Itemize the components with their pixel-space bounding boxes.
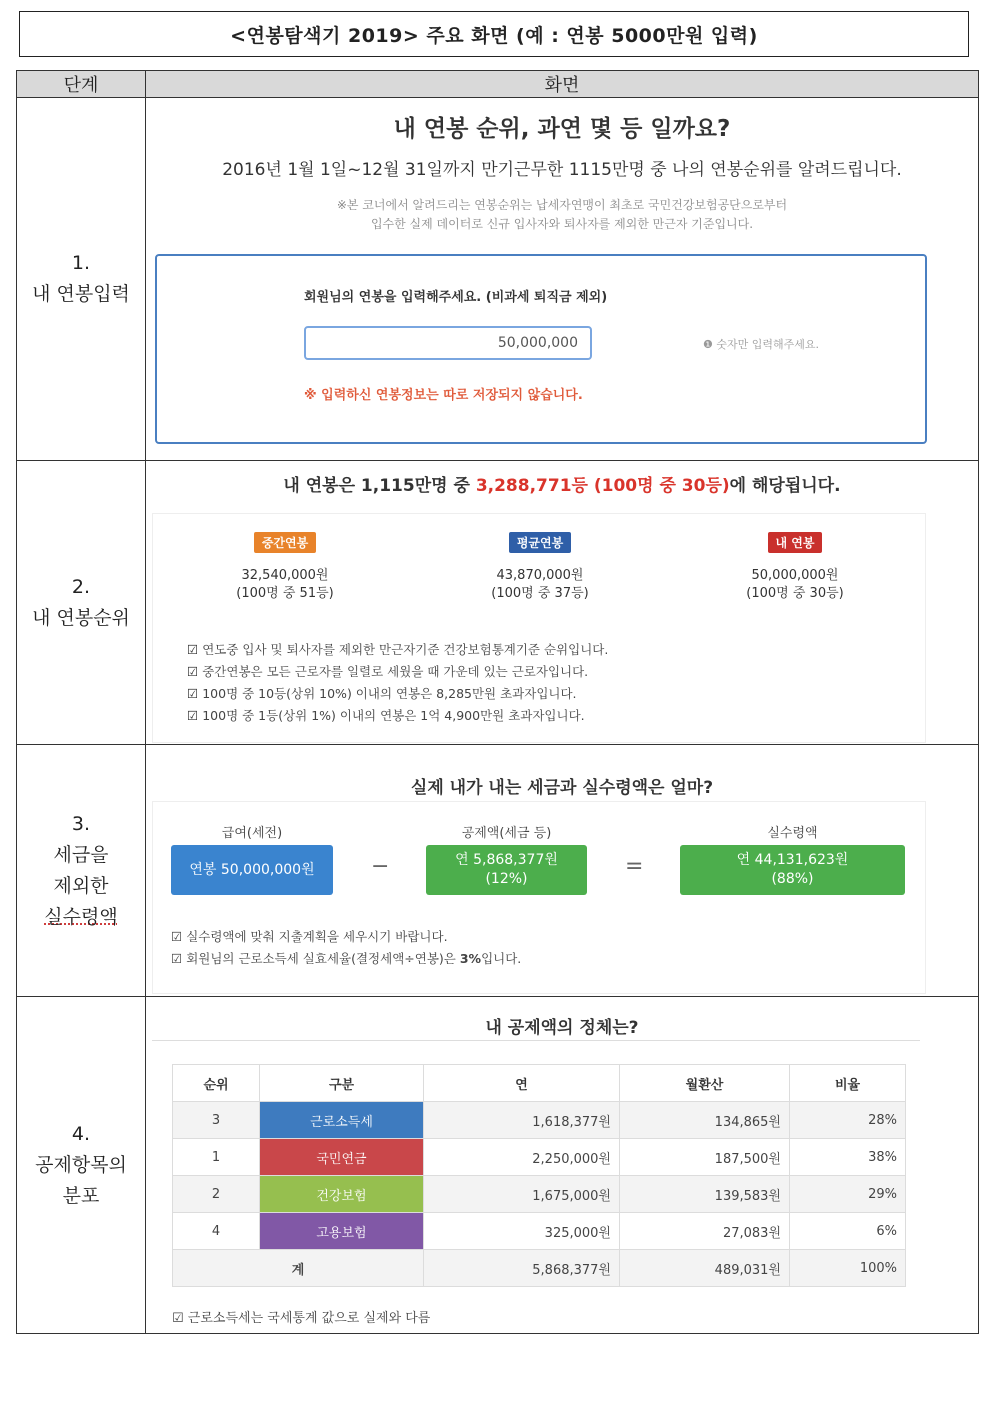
total-pct: 100% — [790, 1250, 906, 1287]
month-cell: 139,583원 — [620, 1176, 790, 1213]
check-text: 중간연봉은 모든 근로자를 일렬로 세웠을 때 가운데 있는 근로자입니다. — [202, 664, 589, 679]
document-title: <연봉탐색기 2019> 주요 화면 (예 : 연봉 5000만원 입력) — [19, 11, 969, 57]
net-pct: (88%) — [771, 871, 814, 887]
input-note — [146, 196, 978, 234]
privacy-warning: ※ 입력하신 연봉정보는 따로 저장되지 않습니다. — [304, 388, 583, 403]
step-label: 분포 — [62, 1184, 100, 1207]
checkbox-icon: ☑ — [171, 929, 187, 944]
check-text: 연도중 입사 및 퇴사자를 제외한 만근자기준 건강보험통계기준 순위입니다. — [202, 642, 609, 657]
year-cell: 2,250,000원 — [424, 1139, 620, 1176]
check-text: 100명 중 1등(상위 1%) 이내의 연봉은 1억 4,900만원 초과자입니다. — [202, 708, 585, 723]
deduction-value: 연 5,868,377원 — [455, 852, 558, 868]
month-cell: 134,865원 — [620, 1102, 790, 1139]
my-salary-value: 50,000,000원 — [751, 568, 839, 583]
step-2 — [17, 461, 146, 745]
rank-cell: 3 — [173, 1102, 260, 1139]
step-label: 공제항목의 — [35, 1153, 127, 1176]
column-header: 월환산 — [620, 1065, 790, 1102]
step-number: 4. — [71, 1122, 91, 1145]
tax-screen — [146, 745, 978, 996]
step-3 — [17, 745, 146, 997]
check-text: 100명 중 10등(상위 10%) 이내의 연봉은 8,285만원 초과자입니다. — [202, 686, 577, 701]
total-label: 계 — [173, 1250, 424, 1287]
table-header-row — [173, 1065, 906, 1102]
input-heading: 내 연봉 순위, 과연 몇 등 일까요? — [393, 116, 731, 142]
rank-check-list — [187, 639, 608, 727]
average-value: 43,870,000원 — [496, 568, 584, 583]
list-item — [171, 948, 521, 970]
table-row — [173, 1213, 906, 1250]
rank-highlight: 3,288,771등 (100명 중 30등) — [475, 476, 730, 496]
total-month: 489,031원 — [620, 1250, 790, 1287]
category-cell: 건강보험 — [260, 1176, 424, 1213]
step-label: 내 연봉순위 — [32, 606, 130, 629]
deduction-footnote — [172, 1307, 430, 1326]
average-salary-col — [440, 532, 640, 603]
input-subheading: 2016년 1월 1일~12월 31일까지 만기근무한 1115만명 중 나의 연봉순위를 알려드립니다. — [222, 160, 902, 180]
header-step: 단계 — [17, 71, 146, 98]
median-rank: (100명 중 51등) — [236, 586, 334, 601]
pct-cell: 6% — [790, 1213, 906, 1250]
deduction-box — [426, 845, 587, 895]
category-cell: 근로소득세 — [260, 1102, 424, 1139]
rank-summary — [146, 461, 978, 496]
salary-input[interactable] — [304, 326, 592, 360]
month-cell: 27,083원 — [620, 1213, 790, 1250]
average-badge: 평균연봉 — [509, 532, 571, 553]
rank-prefix: 내 연봉은 1,115만명 중 — [283, 476, 476, 496]
net-value: 연 44,131,623원 — [736, 852, 849, 868]
step-1 — [17, 98, 146, 461]
rank-cell: 2 — [173, 1176, 260, 1213]
checkbox-icon: ☑ — [171, 951, 187, 966]
salary-hint: ❶ 숫자만 입력해주세요. — [703, 338, 819, 351]
column-header: 비율 — [790, 1065, 906, 1102]
net-box — [680, 845, 905, 895]
step-4 — [17, 997, 146, 1334]
year-cell: 1,618,377원 — [424, 1102, 620, 1139]
checkbox-icon: ☑ — [187, 708, 199, 723]
average-rank: (100명 중 37등) — [491, 586, 589, 601]
note-line: ※본 코너에서 알려드리는 연봉순위는 납세자연맹이 최초로 국민건강보험공단으로부터 — [336, 198, 788, 212]
column-header: 구분 — [260, 1065, 424, 1102]
note-line: 입수한 실제 데이터로 신규 입사자와 퇴사자를 제외한 만근자 기준입니다. — [370, 217, 754, 231]
tax-check-list — [171, 926, 521, 970]
gross-label: 급여(세전) — [221, 826, 283, 841]
rank-cell: 1 — [173, 1139, 260, 1176]
year-cell: 325,000원 — [424, 1213, 620, 1250]
median-badge: 중간연봉 — [254, 532, 316, 553]
my-salary-badge: 내 연봉 — [768, 532, 823, 553]
step-number: 3. — [71, 812, 91, 835]
input-screen — [146, 98, 978, 460]
gross-value: 연봉 50,000,000원 — [189, 861, 315, 878]
checkbox-icon: ☑ — [172, 1311, 188, 1326]
category-cell: 고용보험 — [260, 1213, 424, 1250]
effective-tax-rate: 3% — [459, 951, 482, 966]
deduction-heading: 내 공제액의 정체는? — [485, 1018, 639, 1038]
deduction-pct: (12%) — [485, 871, 528, 887]
step-label: 세금을 — [53, 843, 109, 866]
list-item — [187, 661, 608, 683]
steps-table — [16, 70, 979, 1334]
salary-field-label: 회원님의 연봉을 입력해주세요. (비과세 퇴직금 제외) — [304, 290, 608, 305]
salary-panel — [155, 254, 927, 444]
divider — [152, 1040, 920, 1041]
table-row — [173, 1176, 906, 1213]
pct-cell: 38% — [790, 1139, 906, 1176]
checkbox-icon: ☑ — [187, 686, 199, 701]
header-screen: 화면 — [146, 71, 979, 98]
deduction-screen — [146, 997, 978, 1333]
table-row — [173, 1102, 906, 1139]
tax-calc-panel — [152, 801, 926, 994]
minus-sign: − — [371, 854, 390, 879]
step-number: 2. — [71, 575, 91, 598]
check-text: 실수령액에 맞춰 지출계획을 세우시기 바랍니다. — [186, 929, 448, 944]
checkbox-icon: ☑ — [187, 642, 199, 657]
pct-cell: 29% — [790, 1176, 906, 1213]
month-cell: 187,500원 — [620, 1139, 790, 1176]
list-item — [187, 705, 608, 727]
deduction-label: 공제액(세금 등) — [461, 826, 552, 841]
median-salary-col — [185, 532, 385, 603]
list-item — [187, 639, 608, 661]
check-text: 입니다. — [481, 951, 522, 966]
step-label: 실수령액 — [44, 905, 118, 928]
list-item — [187, 683, 608, 705]
median-value: 32,540,000원 — [241, 568, 329, 583]
equals-sign: = — [625, 854, 644, 879]
check-text: 회원님의 근로소득세 실효세율(결정세액÷연봉)은 — [186, 951, 460, 966]
rank-panel — [152, 513, 926, 743]
deduction-table — [172, 1064, 906, 1287]
my-salary-rank: (100명 중 30등) — [746, 586, 844, 601]
step-label: 제외한 — [53, 874, 109, 897]
total-year: 5,868,377원 — [424, 1250, 620, 1287]
gross-box — [171, 845, 333, 895]
list-item — [171, 926, 521, 948]
rank-suffix: 에 해당됩니다. — [729, 476, 841, 496]
total-row — [173, 1250, 906, 1287]
tax-heading: 실제 내가 내는 세금과 실수령액은 얼마? — [410, 778, 714, 798]
step-number: 1. — [71, 252, 91, 274]
year-cell: 1,675,000원 — [424, 1176, 620, 1213]
checkbox-icon: ☑ — [187, 664, 199, 679]
step-label: 내 연봉입력 — [32, 283, 130, 305]
column-header: 연 — [424, 1065, 620, 1102]
net-label: 실수령액 — [767, 826, 818, 841]
rank-cell: 4 — [173, 1213, 260, 1250]
column-header: 순위 — [173, 1065, 260, 1102]
rank-screen — [146, 461, 978, 744]
my-salary-col — [695, 532, 895, 603]
pct-cell: 28% — [790, 1102, 906, 1139]
footnote-text: 근로소득세는 국세통계 값으로 실제와 다름 — [187, 1311, 431, 1326]
table-row — [173, 1139, 906, 1176]
category-cell: 국민연금 — [260, 1139, 424, 1176]
